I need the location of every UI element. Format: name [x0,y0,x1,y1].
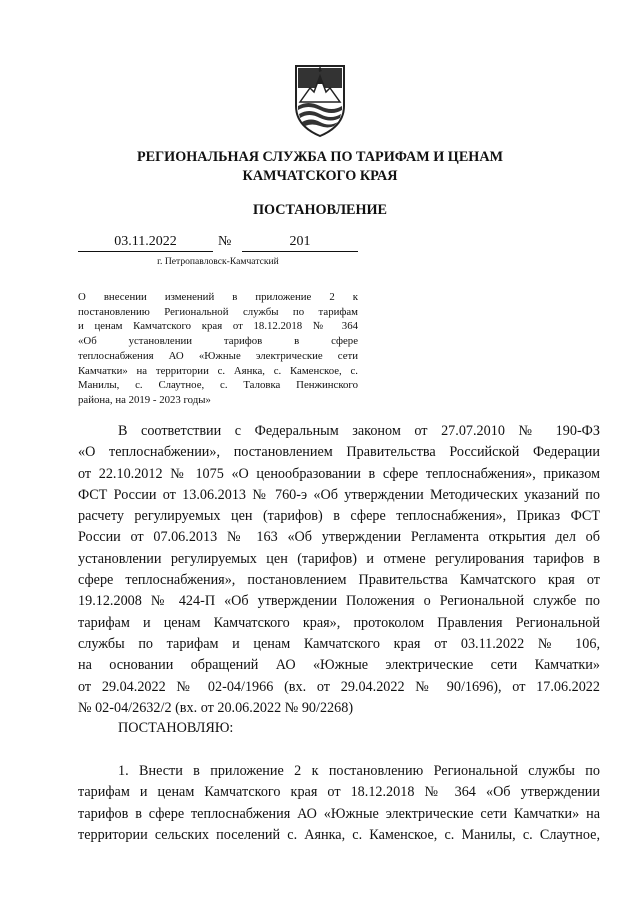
subject-line: «Об установлении тарифов в сфере [78,335,358,348]
organization-name-line2: КАМЧАТСКОГО КРАЯ [242,168,398,184]
paragraph-line: установлении регулируемых цен (тарифов) и отмене регулирования тарифов в [78,550,600,567]
paragraph-line: России от 07.06.2013 № 163 «Об утверждении Регламента открытия дел об [78,529,600,546]
kamchatka-coat-of-arms-icon [292,62,348,138]
paragraph-line: от 29.04.2022 № 02-04/1966 (вх. от 29.04.2022 № 90/1696), от 17.06.2022 [78,678,600,695]
number-sign: № [218,234,232,249]
paragraph-line: на основании обращений АО «Южные электрические сети Камчатки» [78,657,600,674]
document-number: 201 [242,233,358,252]
document-city: г. Петропавловск-Камчатский [157,256,279,267]
resolve-heading: ПОСТАНОВЛЯЮ: [118,720,234,736]
subject-line: Манилы, с. Слаутное, с. Таловка Пенжинского [78,379,358,392]
preamble-paragraph [78,421,600,719]
paragraph-line: В соответствии с Федеральным законом от 27.07.2010 № 190-ФЗ [118,423,600,439]
subject-line: О внесении изменений в приложение 2 к [78,291,358,303]
document-subject [78,290,358,408]
subject-line: постановлению Региональной службы по тарифам [78,305,358,318]
subject-line: района, на 2019 - 2023 годы» [78,393,211,406]
paragraph-line: территории сельских поселений с. Аянка, с. Каменское, с. Манилы, с. Слаутное, [78,826,600,843]
subject-line: и ценам Камчатского края от 18.12.2018 № 364 [78,320,358,333]
paragraph-line: 19.12.2008 № 424-П «Об утверждении Положения о Региональной службе по [78,593,600,610]
paragraph-line: сфере теплоснабжения», постановлением Правительства Камчатского края от [78,572,600,589]
paragraph-line: тарифам и ценам Камчатского края от 18.12.2018 № 364 «Об утверждении [78,784,600,801]
subject-line: Камчатки» на территории с. Аянка, с. Каменское, с. [78,364,358,377]
paragraph-line: № 02-04/2632/2 (вх. от 20.06.2022 № 90/2268) [78,699,354,716]
paragraph-line: от 22.10.2012 № 1075 «О ценообразовании в сфере теплоснабжения», приказом [78,465,600,482]
document-type: ПОСТАНОВЛЕНИЕ [252,202,388,218]
paragraph-line: службы по тарифам и ценам Камчатского края от 03.11.2022 № 106, [78,635,600,652]
document-date: 03.11.2022 [78,233,213,252]
organization-name-line1: РЕГИОНАЛЬНАЯ СЛУЖБА ПО ТАРИФАМ И ЦЕНАМ [137,149,503,165]
subject-line: теплоснабжения АО «Южные электрические сети [78,349,358,362]
paragraph-line: расчету регулируемых цен (тарифов) в сфере теплоснабжения», Приказ ФСТ [78,508,600,525]
paragraph-line: ФСТ России от 13.06.2013 № 760-э «Об утверждении Методических указаний по [78,486,600,503]
paragraph-line: тарифов в сфере теплоснабжения АО «Южные электрические сети Камчатки» на [78,805,600,822]
organization-name [60,148,580,186]
paragraph-line: тарифам и ценам Камчатского края», протоколом Правления Региональной [78,614,600,631]
paragraph-line: «О теплоснабжении», постановлением Правительства Российской Федерации [78,444,600,461]
paragraph-line: 1. Внести в приложение 2 к постановлению Региональной службы по [118,763,600,779]
clause-paragraph [78,761,600,846]
